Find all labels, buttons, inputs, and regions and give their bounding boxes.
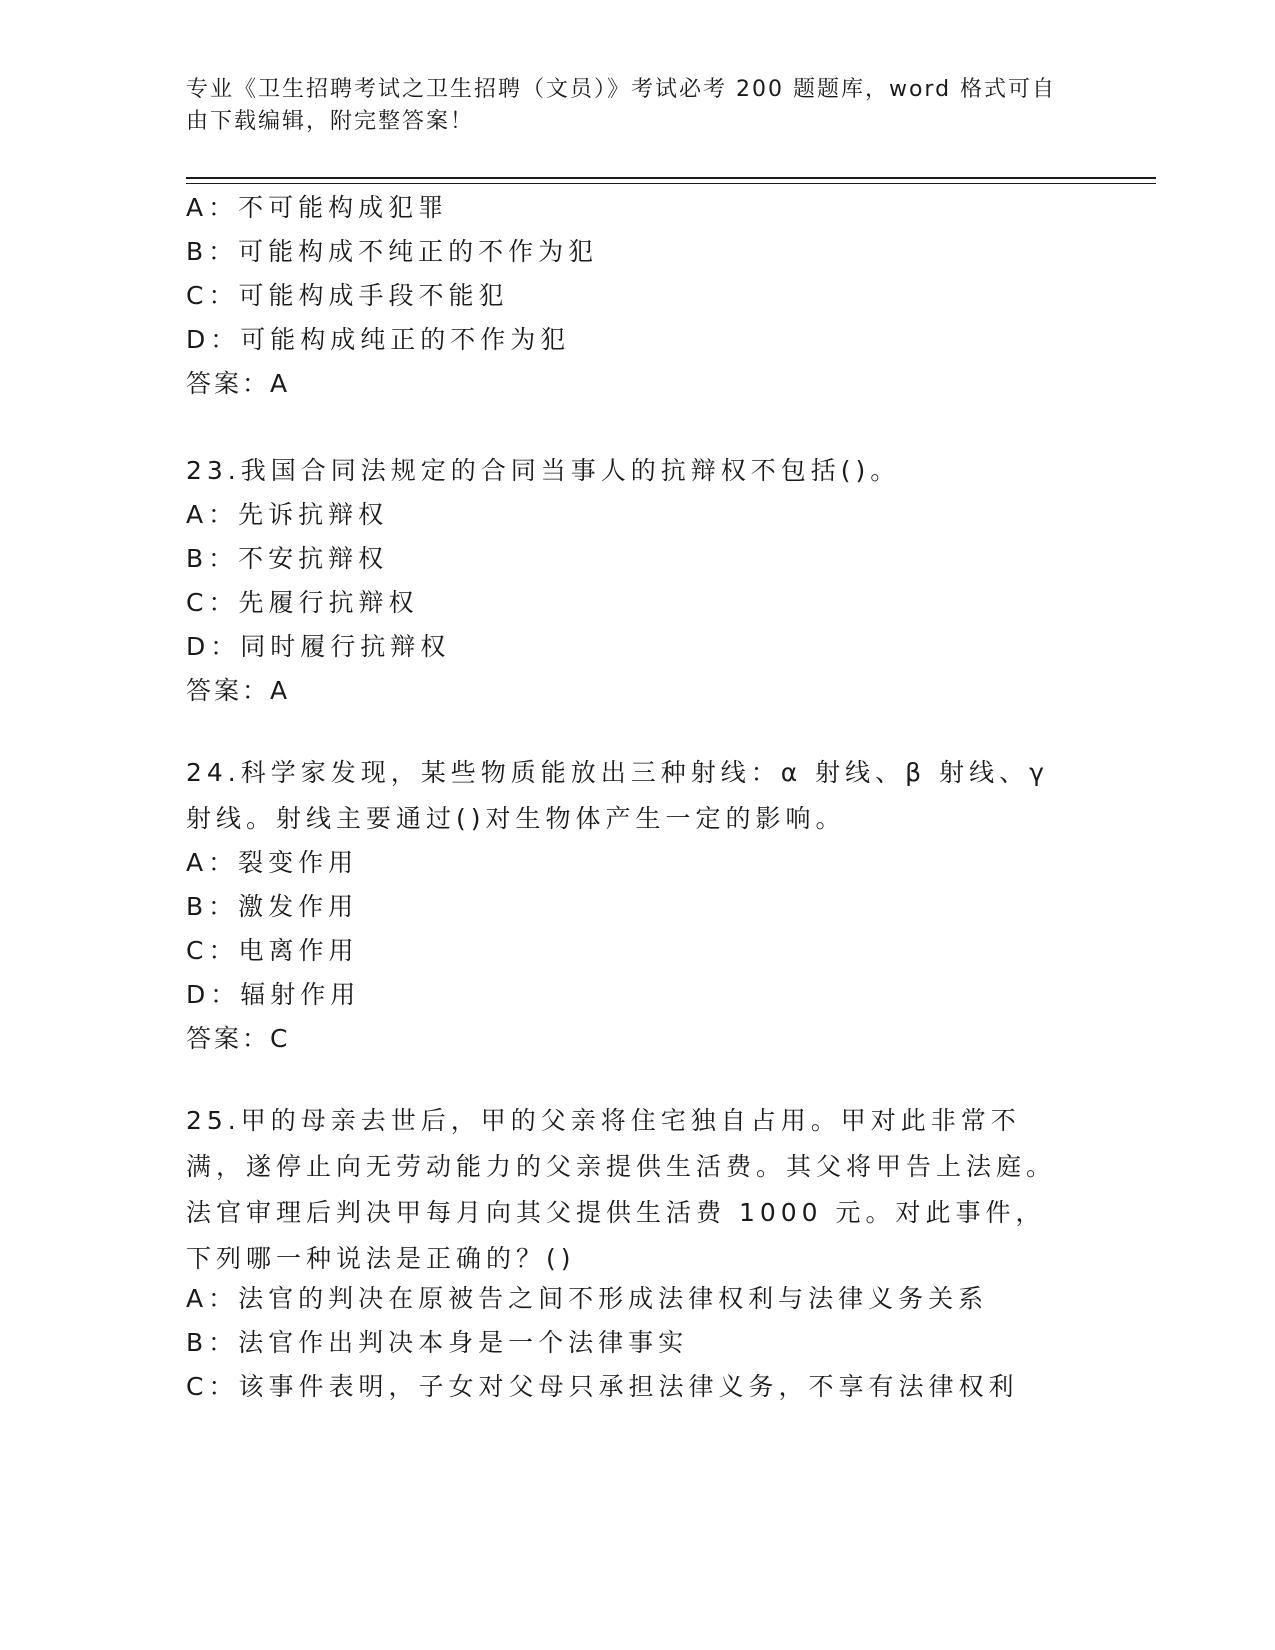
q25-stem: 25.甲的母亲去世后，甲的父亲将住宅独自占用。甲对此非常不满，遂停止向无劳动能力的父亲提供生活费。其父将甲告上法庭。法官审理后判决甲每月向其父提供生活费 1000 元。对此事件，下列哪一种说法是正确的？()	[186, 1106, 1057, 1273]
q25-option-b: B：法官作出判决本身是一个法律事实	[186, 1328, 689, 1357]
q22-option-b: B：可能构成不纯正的不作为犯	[186, 237, 599, 266]
q24-option-b: B：激发作用	[186, 892, 359, 921]
q24-answer: 答案：C	[186, 1024, 291, 1053]
q22-option-c: C：可能构成手段不能犯	[186, 281, 509, 310]
q23-option-c: C：先履行抗辩权	[186, 588, 419, 617]
q25-option-c: C：该事件表明，子女对父母只承担法律义务，不享有法律权利	[186, 1372, 1019, 1401]
q22-option-d: D：可能构成纯正的不作为犯	[186, 325, 571, 354]
q23-option-b: B：不安抗辩权	[186, 544, 389, 573]
header-divider-thin	[186, 183, 1156, 184]
q23-option-a: A：先诉抗辩权	[186, 500, 389, 529]
q24-option-a: A：裂变作用	[186, 848, 359, 877]
q24-option-d: D：辐射作用	[186, 980, 361, 1009]
q23-option-d: D：同时履行抗辩权	[186, 632, 451, 661]
q22-option-a: A：不可能构成犯罪	[186, 193, 449, 222]
q24-option-c: C：电离作用	[186, 936, 359, 965]
q22-answer: 答案：A	[186, 369, 291, 398]
header-divider-thick	[186, 177, 1156, 179]
q23-stem: 23.我国合同法规定的合同当事人的抗辩权不包括()。	[186, 456, 901, 485]
q24-stem: 24.科学家发现，某些物质能放出三种射线：α 射线、β 射线、γ 射线。射线主要通过()对生物体产生一定的影响。	[186, 758, 1049, 833]
q25-option-a: A：法官的判决在原被告之间不形成法律权利与法律义务关系	[186, 1284, 989, 1313]
q23-answer: 答案：A	[186, 676, 291, 705]
document-header: 专业《卫生招聘考试之卫生招聘（文员）》考试必考 200 题题库，word 格式可自由下载编辑，附完整答案！	[186, 77, 1057, 134]
